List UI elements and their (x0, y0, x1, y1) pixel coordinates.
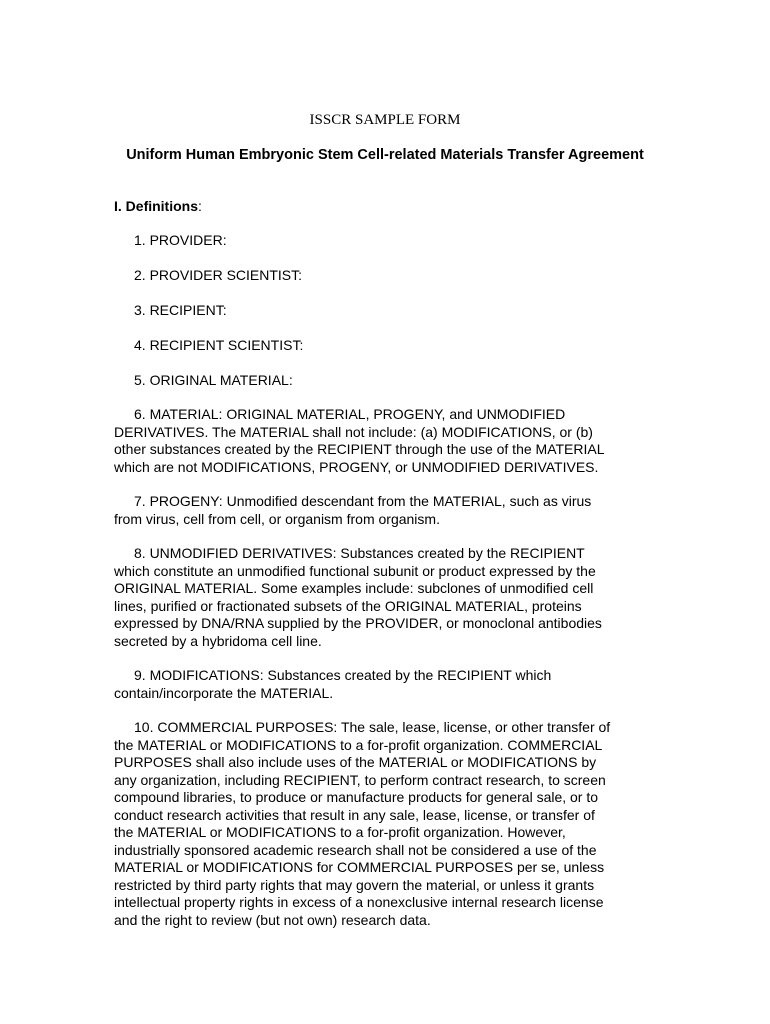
definition-line: 10. COMMERCIAL PURPOSES: The sale, lease, license, or other transfer of (134, 719, 611, 735)
definition-line: 8. UNMODIFIED DERIVATIVES: Substances created by the RECIPIENT (134, 545, 585, 561)
definition-line: which constitute an unmodified functional subunit or product expressed by the (114, 562, 596, 579)
definition-line: restricted by third party rights that may govern the material, or unless it grants (114, 876, 595, 893)
form-label: ISSCR SAMPLE FORM (309, 112, 461, 128)
definition-7 (114, 493, 654, 528)
definition-line: 5. ORIGINAL MATERIAL: (134, 372, 293, 388)
definition-line: industrially sponsored academic research shall not be considered a use of the (114, 841, 597, 858)
definition-6 (114, 406, 654, 476)
definition-line: contain/incorporate the MATERIAL. (114, 684, 334, 701)
definition-5 (114, 372, 654, 390)
definition-10 (114, 719, 654, 929)
definition-line: PURPOSES shall also include uses of the MATERIAL or MODIFICATIONS by (114, 754, 597, 770)
definition-line: 7. PROGENY: Unmodified descendant from the MATERIAL, such as virus (134, 493, 592, 509)
definition-line: 9. MODIFICATIONS: Substances created by the RECIPIENT which (134, 667, 552, 683)
definition-line: 3. RECIPIENT: (134, 302, 227, 318)
definition-line: 1. PROVIDER: (134, 232, 227, 248)
section-heading (114, 198, 654, 216)
definition-line: intellectual property rights in excess of a nonexclusive internal research license (114, 894, 604, 910)
definition-3 (114, 302, 654, 320)
definition-line: which are not MODIFICATIONS, PROGENY, or UNMODIFIED DERIVATIVES. (114, 458, 599, 475)
definition-2 (114, 267, 654, 285)
definition-9 (114, 667, 654, 702)
section-heading-text: I. Definitions (114, 198, 198, 214)
definition-line: 6. MATERIAL: ORIGINAL MATERIAL, PROGENY, and UNMODIFIED (134, 406, 566, 422)
definition-1 (114, 232, 654, 250)
definition-4 (114, 337, 654, 355)
definition-line: any organization, including RECIPIENT, to perform contract research, to screen (114, 771, 606, 788)
section-heading-colon: : (198, 198, 202, 214)
definition-line: the MATERIAL or MODIFICATIONS to a for-profit organization. However, (114, 824, 566, 840)
definition-line: the MATERIAL or MODIFICATIONS to a for-profit organization. COMMERCIAL (114, 736, 603, 753)
definition-line: DERIVATIVES. The MATERIAL shall not include: (a) MODIFICATIONS, or (b) (114, 423, 593, 440)
document-title: Uniform Human Embryonic Stem Cell-related Materials Transfer Agreement (126, 147, 644, 163)
definition-line: compound libraries, to produce or manufacture products for general sale, or to (114, 789, 599, 805)
definition-line: secreted by a hybridoma cell line. (114, 632, 322, 649)
definition-line: lines, purified or fractionated subsets of the ORIGINAL MATERIAL, proteins (114, 597, 582, 614)
definition-8 (114, 545, 654, 650)
definition-line: expressed by DNA/RNA supplied by the PROVIDER, or monoclonal antibodies (114, 615, 602, 631)
definition-line: conduct research activities that result in any sale, lease, license, or transfer of (114, 806, 595, 823)
definition-line: other substances created by the RECIPIENT through the use of the MATERIAL (114, 441, 605, 457)
definition-line: from virus, cell from cell, or organism from organism. (114, 510, 440, 527)
definition-line: and the right to review (but not own) research data. (114, 911, 431, 928)
definition-line: MATERIAL or MODIFICATIONS for COMMERCIAL PURPOSES per se, unless (114, 859, 605, 875)
definition-line: ORIGINAL MATERIAL. Some examples include: subclones of unmodified cell (114, 580, 594, 596)
definition-line: 4. RECIPIENT SCIENTIST: (134, 337, 304, 353)
definition-line: 2. PROVIDER SCIENTIST: (134, 267, 303, 283)
